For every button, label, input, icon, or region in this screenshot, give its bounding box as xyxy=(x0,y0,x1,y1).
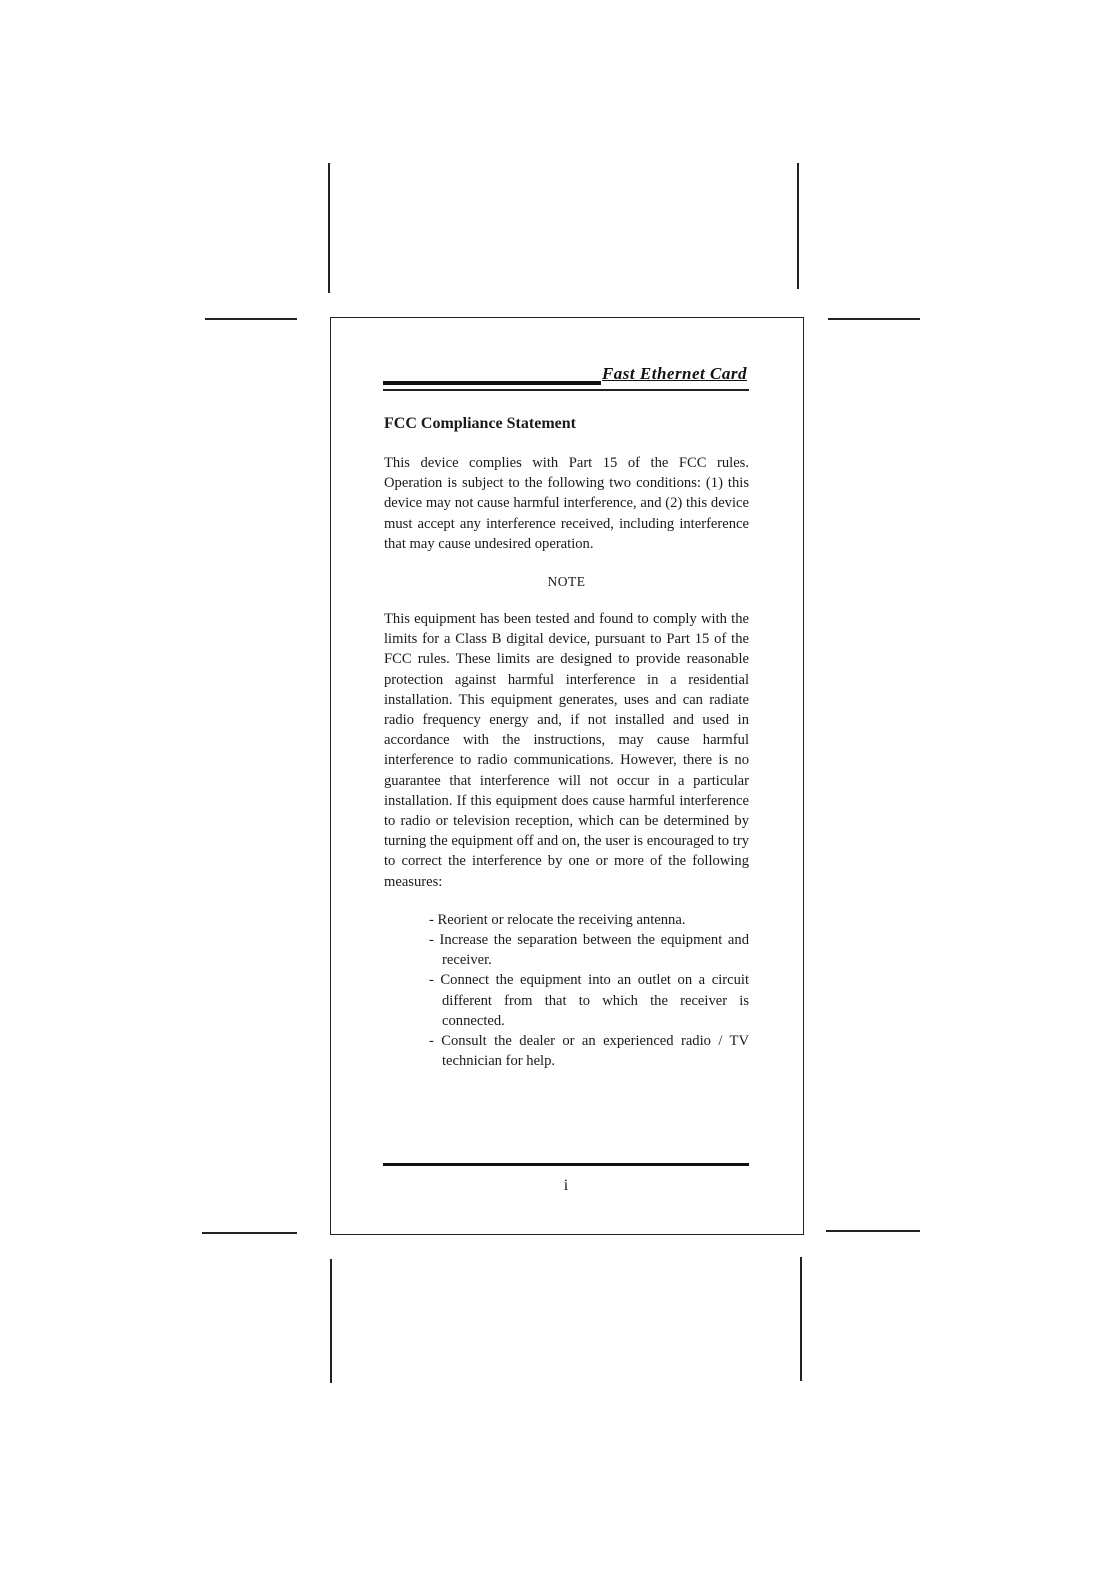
note-title: NOTE xyxy=(547,574,586,590)
crop-mark-top-left-vertical xyxy=(328,163,330,293)
crop-mark-bottom-left-vertical xyxy=(330,1259,332,1383)
page-number: i xyxy=(563,1177,569,1194)
crop-mark-bottom-left-horizontal xyxy=(202,1232,297,1234)
crop-mark-top-left-horizontal xyxy=(205,318,297,320)
crop-mark-bottom-right-vertical xyxy=(800,1257,802,1381)
intro-paragraph: This device complies with Part 15 of the FCC rules. Operation is subject to the following two conditions: (1) this device may not cause harmful interference, and (2) this device must accept any interference received, including interference that may cause undesired operation. xyxy=(384,455,749,552)
section-heading: FCC Compliance Statement xyxy=(384,415,576,432)
list-item: - Reorient or relocate the receiving antenna. xyxy=(429,911,686,928)
measures-list xyxy=(384,910,749,1072)
note-paragraph: This equipment has been tested and found to comply with the limits for a Class B digital device, pursuant to Part 15 of the FCC rules. These limits are designed to provide reasonable protection against harmful interference in a residential installation. This equipment generates, uses and can radiate radio frequency energy and, if not installed and used in accordance with the instructions, may cause harmful interference to radio communications. However, there is no guarantee that interference will not occur in a particular installation. If this equipment does cause harmful interference to radio or television reception, which can be determined by turning the equipment off and on, the user is encouraged to try to correct the interference by one or more of the following measures: xyxy=(384,611,749,890)
list-item: - Connect the equipment into an outlet on a circuit different from that to which the receiver is connected. xyxy=(429,972,749,1029)
crop-mark-top-right-horizontal xyxy=(828,318,920,320)
crop-mark-bottom-right-horizontal xyxy=(826,1230,920,1232)
header-rule-thick xyxy=(383,381,601,385)
header-rule-thin xyxy=(383,389,749,391)
main-content xyxy=(384,414,749,1071)
footer-rule xyxy=(383,1163,749,1166)
crop-mark-top-right-vertical xyxy=(797,163,799,289)
list-item: - Consult the dealer or an experienced radio / TV technician for help. xyxy=(429,1033,749,1070)
list-item: - Increase the separation between the equipment and receiver. xyxy=(429,932,749,969)
running-header xyxy=(383,364,749,394)
header-title: Fast Ethernet Card xyxy=(601,364,747,383)
